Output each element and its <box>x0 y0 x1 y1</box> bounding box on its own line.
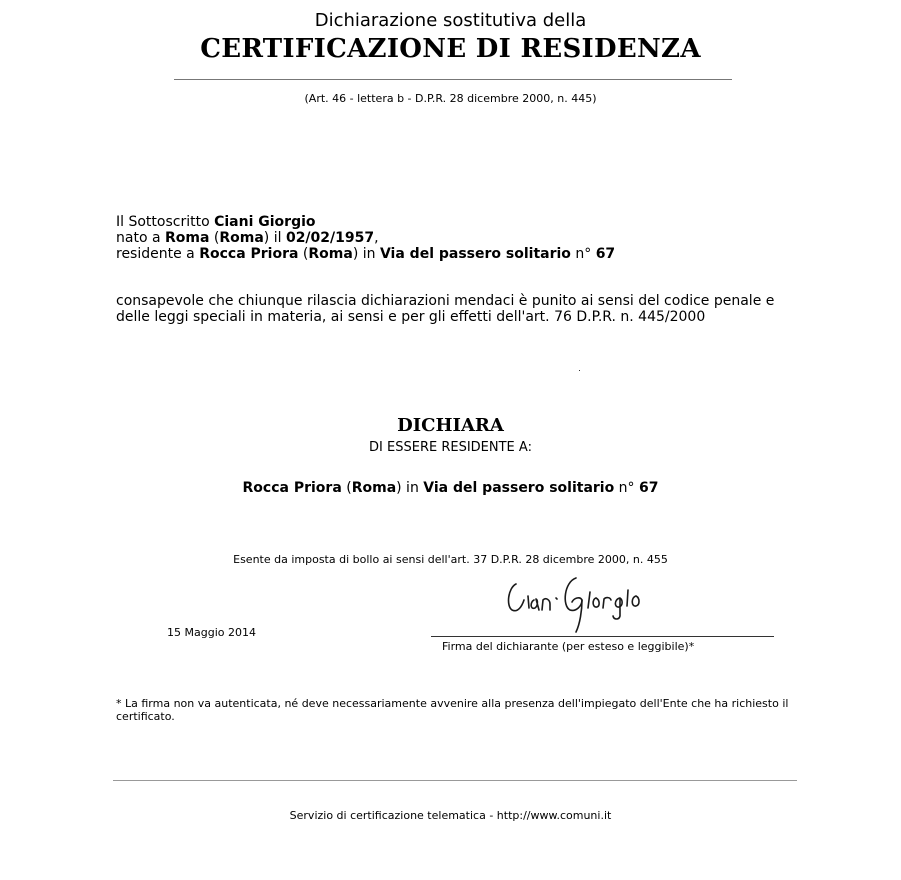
document-subtitle: Dichiarazione sostitutiva della <box>314 10 587 31</box>
signature-caption: Firma del dichiarante (per esteso e leggibile)* <box>442 640 695 653</box>
declarant-name: Ciani Giorgio <box>214 214 316 230</box>
birth-line: nato a Roma (Roma) il 02/02/1957, <box>116 230 379 246</box>
stamp-exemption-note: Esente da imposta di bollo ai sensi dell'art. 37 D.P.R. 28 dicembre 2000, n. 455 <box>233 553 668 566</box>
stray-dot <box>579 370 580 371</box>
legal-reference: (Art. 46 - lettera b - D.P.R. 28 dicembre 2000, n. 445) <box>304 92 597 105</box>
declarant-details <box>116 214 816 262</box>
footer-service-text: Servizio di certificazione telematica - http://www.comuni.it <box>289 809 612 822</box>
residence-line: residente a Rocca Priora (Roma) in Via del passero solitario n° 67 <box>116 246 616 262</box>
awareness-paragraph: consapevole che chiunque rilascia dichiarazioni mendaci è punito ai sensi del codice penale e delle leggi speciali in materia, ai sensi e per gli effetti dell'art. 76 D.P.R. n. 445/2000 <box>116 293 775 325</box>
declaration-date: 15 Maggio 2014 <box>167 626 256 639</box>
declared-address: Rocca Priora (Roma) in Via del passero solitario n° 67 <box>242 480 659 496</box>
footer-divider <box>113 780 797 781</box>
document-title: CERTIFICAZIONE DI RESIDENZA <box>200 34 701 64</box>
signature-line <box>431 636 774 637</box>
birth-date: 02/02/1957 <box>285 230 375 246</box>
declaration-subheading: DI ESSERE RESIDENTE A: <box>369 440 532 455</box>
declaration-heading: DICHIARA <box>397 415 504 436</box>
signature-footnote: * La firma non va autenticata, né deve necessariamente avvenire alla presenza dell'impiegato dell'Ente che ha richiesto il certificato. <box>116 697 789 723</box>
declarant-name-line: Il Sottoscritto Ciani Giorgio <box>116 214 316 230</box>
header-divider <box>174 79 732 80</box>
handwritten-signature <box>498 566 688 636</box>
